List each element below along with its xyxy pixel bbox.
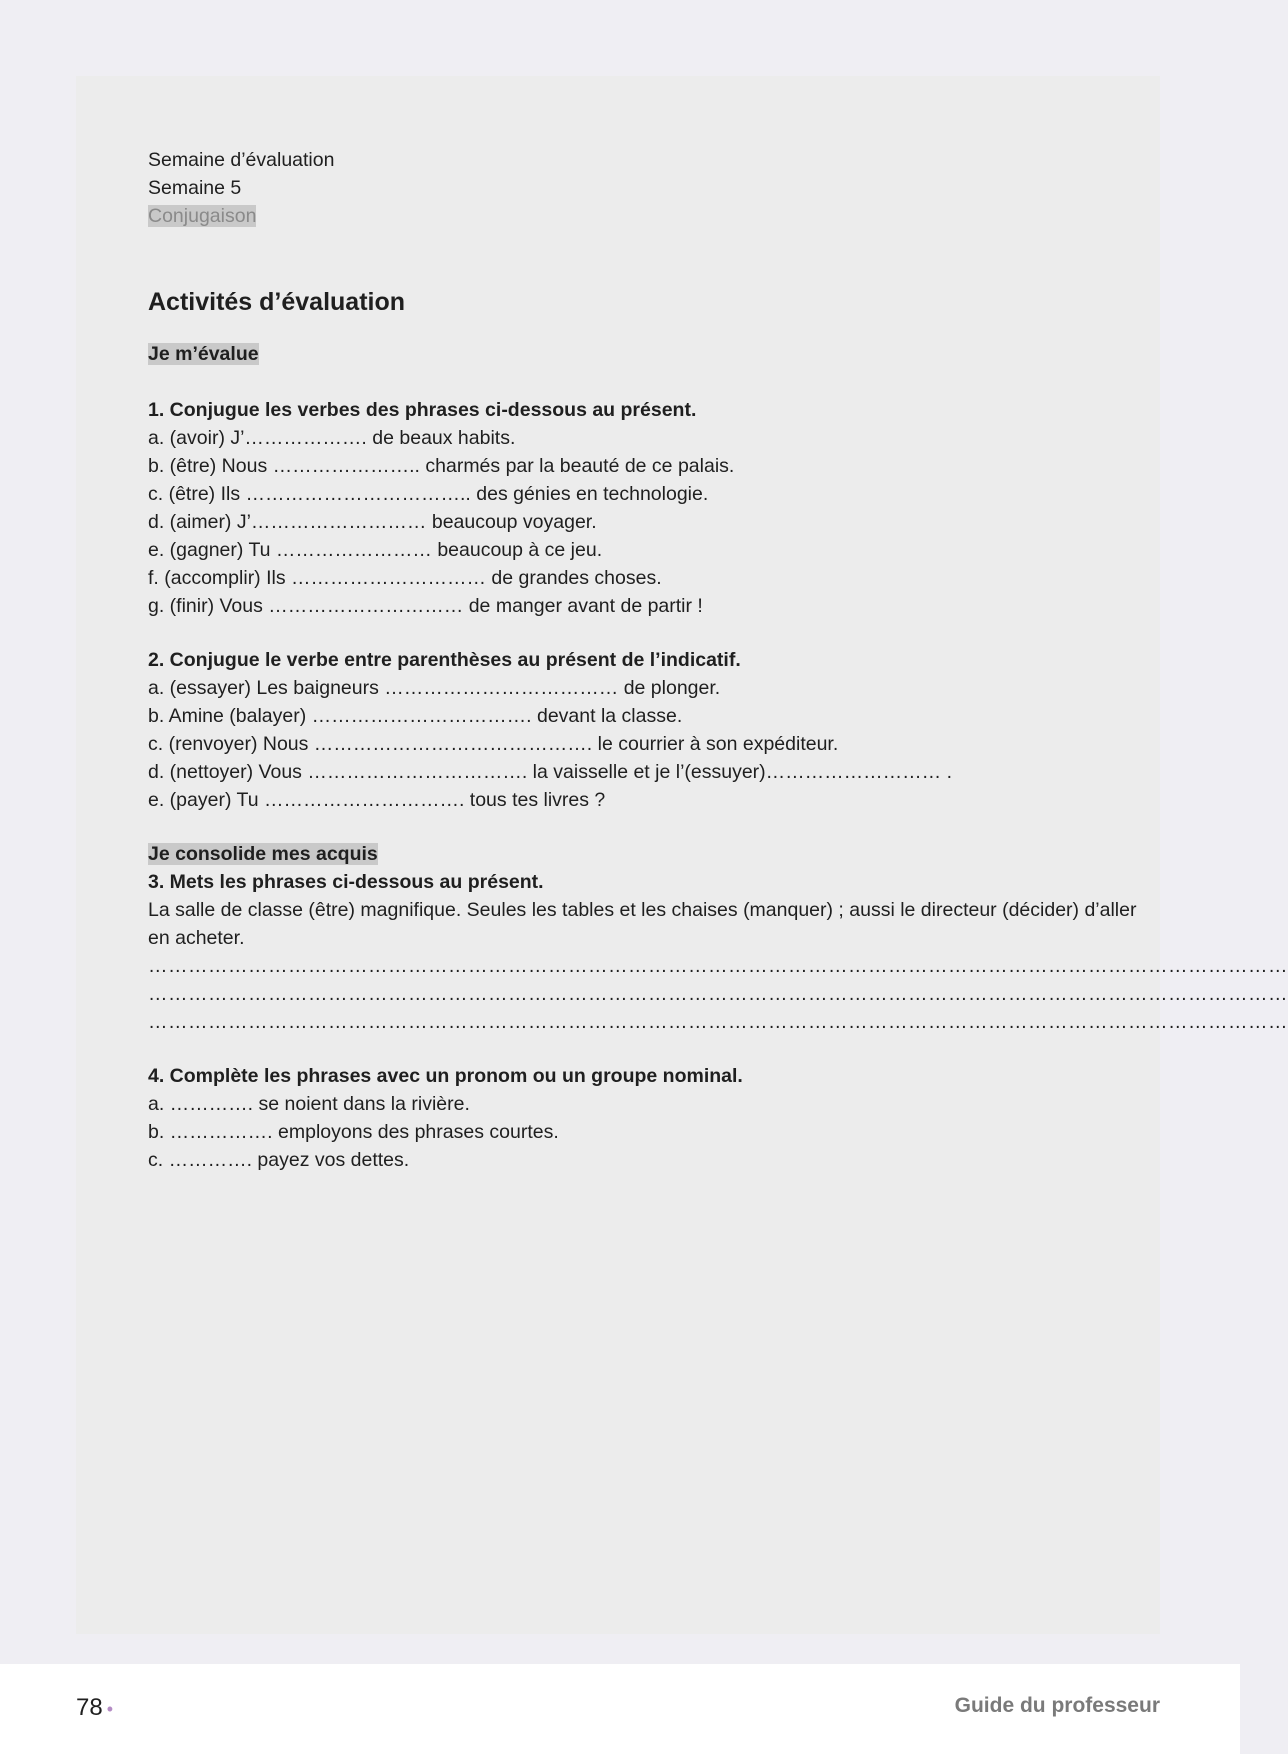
subject-label: Conjugaison: [148, 205, 257, 227]
book-title: Guide du professeur: [954, 1694, 1160, 1717]
exercise-item: b. ……………. employons des phrases courtes.: [148, 1121, 559, 1143]
page-sheet: [76, 76, 1288, 1634]
exercise-title: 2. Conjugue le verbe entre parenthèses au présent de l’indicatif.: [148, 649, 741, 671]
page-footer: [0, 1664, 1240, 1754]
exercise-item: a. …………. se noient dans la rivière.: [148, 1093, 470, 1115]
answer-line: ………………………………………………………………………………………………………………………………………………………: [148, 955, 1288, 977]
section-label-evaluate: Je m’évalue: [148, 343, 259, 365]
exercise-3: [148, 868, 1288, 1036]
page-number: 78 •: [76, 1694, 114, 1721]
exercise-item: a. (avoir) J’………………. de beaux habits.: [148, 427, 516, 449]
exercise-title: 1. Conjugue les verbes des phrases ci-dessous au présent.: [148, 399, 697, 421]
week-label: Semaine d’évaluation: [148, 149, 335, 171]
exercise-item: a. (essayer) Les baigneurs ……………………………… de plonger.: [148, 677, 721, 699]
week-number: Semaine 5: [148, 177, 242, 199]
exercise-item: c. (renvoyer) Nous ……………………………………. le courrier à son expéditeur.: [148, 733, 839, 755]
exercise-item: c. (être) Ils …………………………….. des génies en technologie.: [148, 483, 709, 505]
exercise-item: b. Amine (balayer) ……………………………. devant la classe.: [148, 705, 683, 727]
page-content: [148, 146, 1288, 1174]
exercise-title: 4. Complète les phrases avec un pronom ou un groupe nominal.: [148, 1065, 743, 1087]
answer-line: ………………………………………………………………………………………………………………………………………………………: [148, 983, 1288, 1005]
exercise-2: [148, 646, 1148, 814]
exercise-item: f. (accomplir) Ils ………………………… de grandes choses.: [148, 567, 662, 589]
exercise-item: b. (être) Nous ………………….. charmés par la beauté de ce palais.: [148, 455, 735, 477]
answer-line: ………………………………………………………………………………………………………………………………………………………: [148, 1011, 1288, 1033]
exercise-item: d. (aimer) J’……………………… beaucoup voyager.: [148, 511, 597, 533]
exercise-text: La salle de classe (être) magnifique. Seules les tables et les chaises (manquer) ; aussi le directeur (décider) d’aller en acheter.: [148, 899, 1137, 949]
exercise-item: c. …………. payez vos dettes.: [148, 1149, 410, 1171]
bullet-icon: •: [106, 1699, 114, 1719]
page-title: Activités d’évaluation: [148, 288, 406, 316]
exercise-item: e. (gagner) Tu …………………… beaucoup à ce jeu.: [148, 539, 603, 561]
exercise-1: [148, 396, 1148, 620]
exercise-title: 3. Mets les phrases ci-dessous au présent.: [148, 871, 544, 893]
exercise-item: g. (finir) Vous ………………………… de manger avant de partir !: [148, 595, 703, 617]
exercise-4: [148, 1062, 1148, 1174]
section-label-consolidate: Je consolide mes acquis: [148, 843, 378, 865]
exercise-item: d. (nettoyer) Vous ……………………………. la vaisselle et je l’(essuyer)……………………… .: [148, 761, 953, 783]
exercise-item: e. (payer) Tu …………………………. tous tes livres ?: [148, 789, 606, 811]
